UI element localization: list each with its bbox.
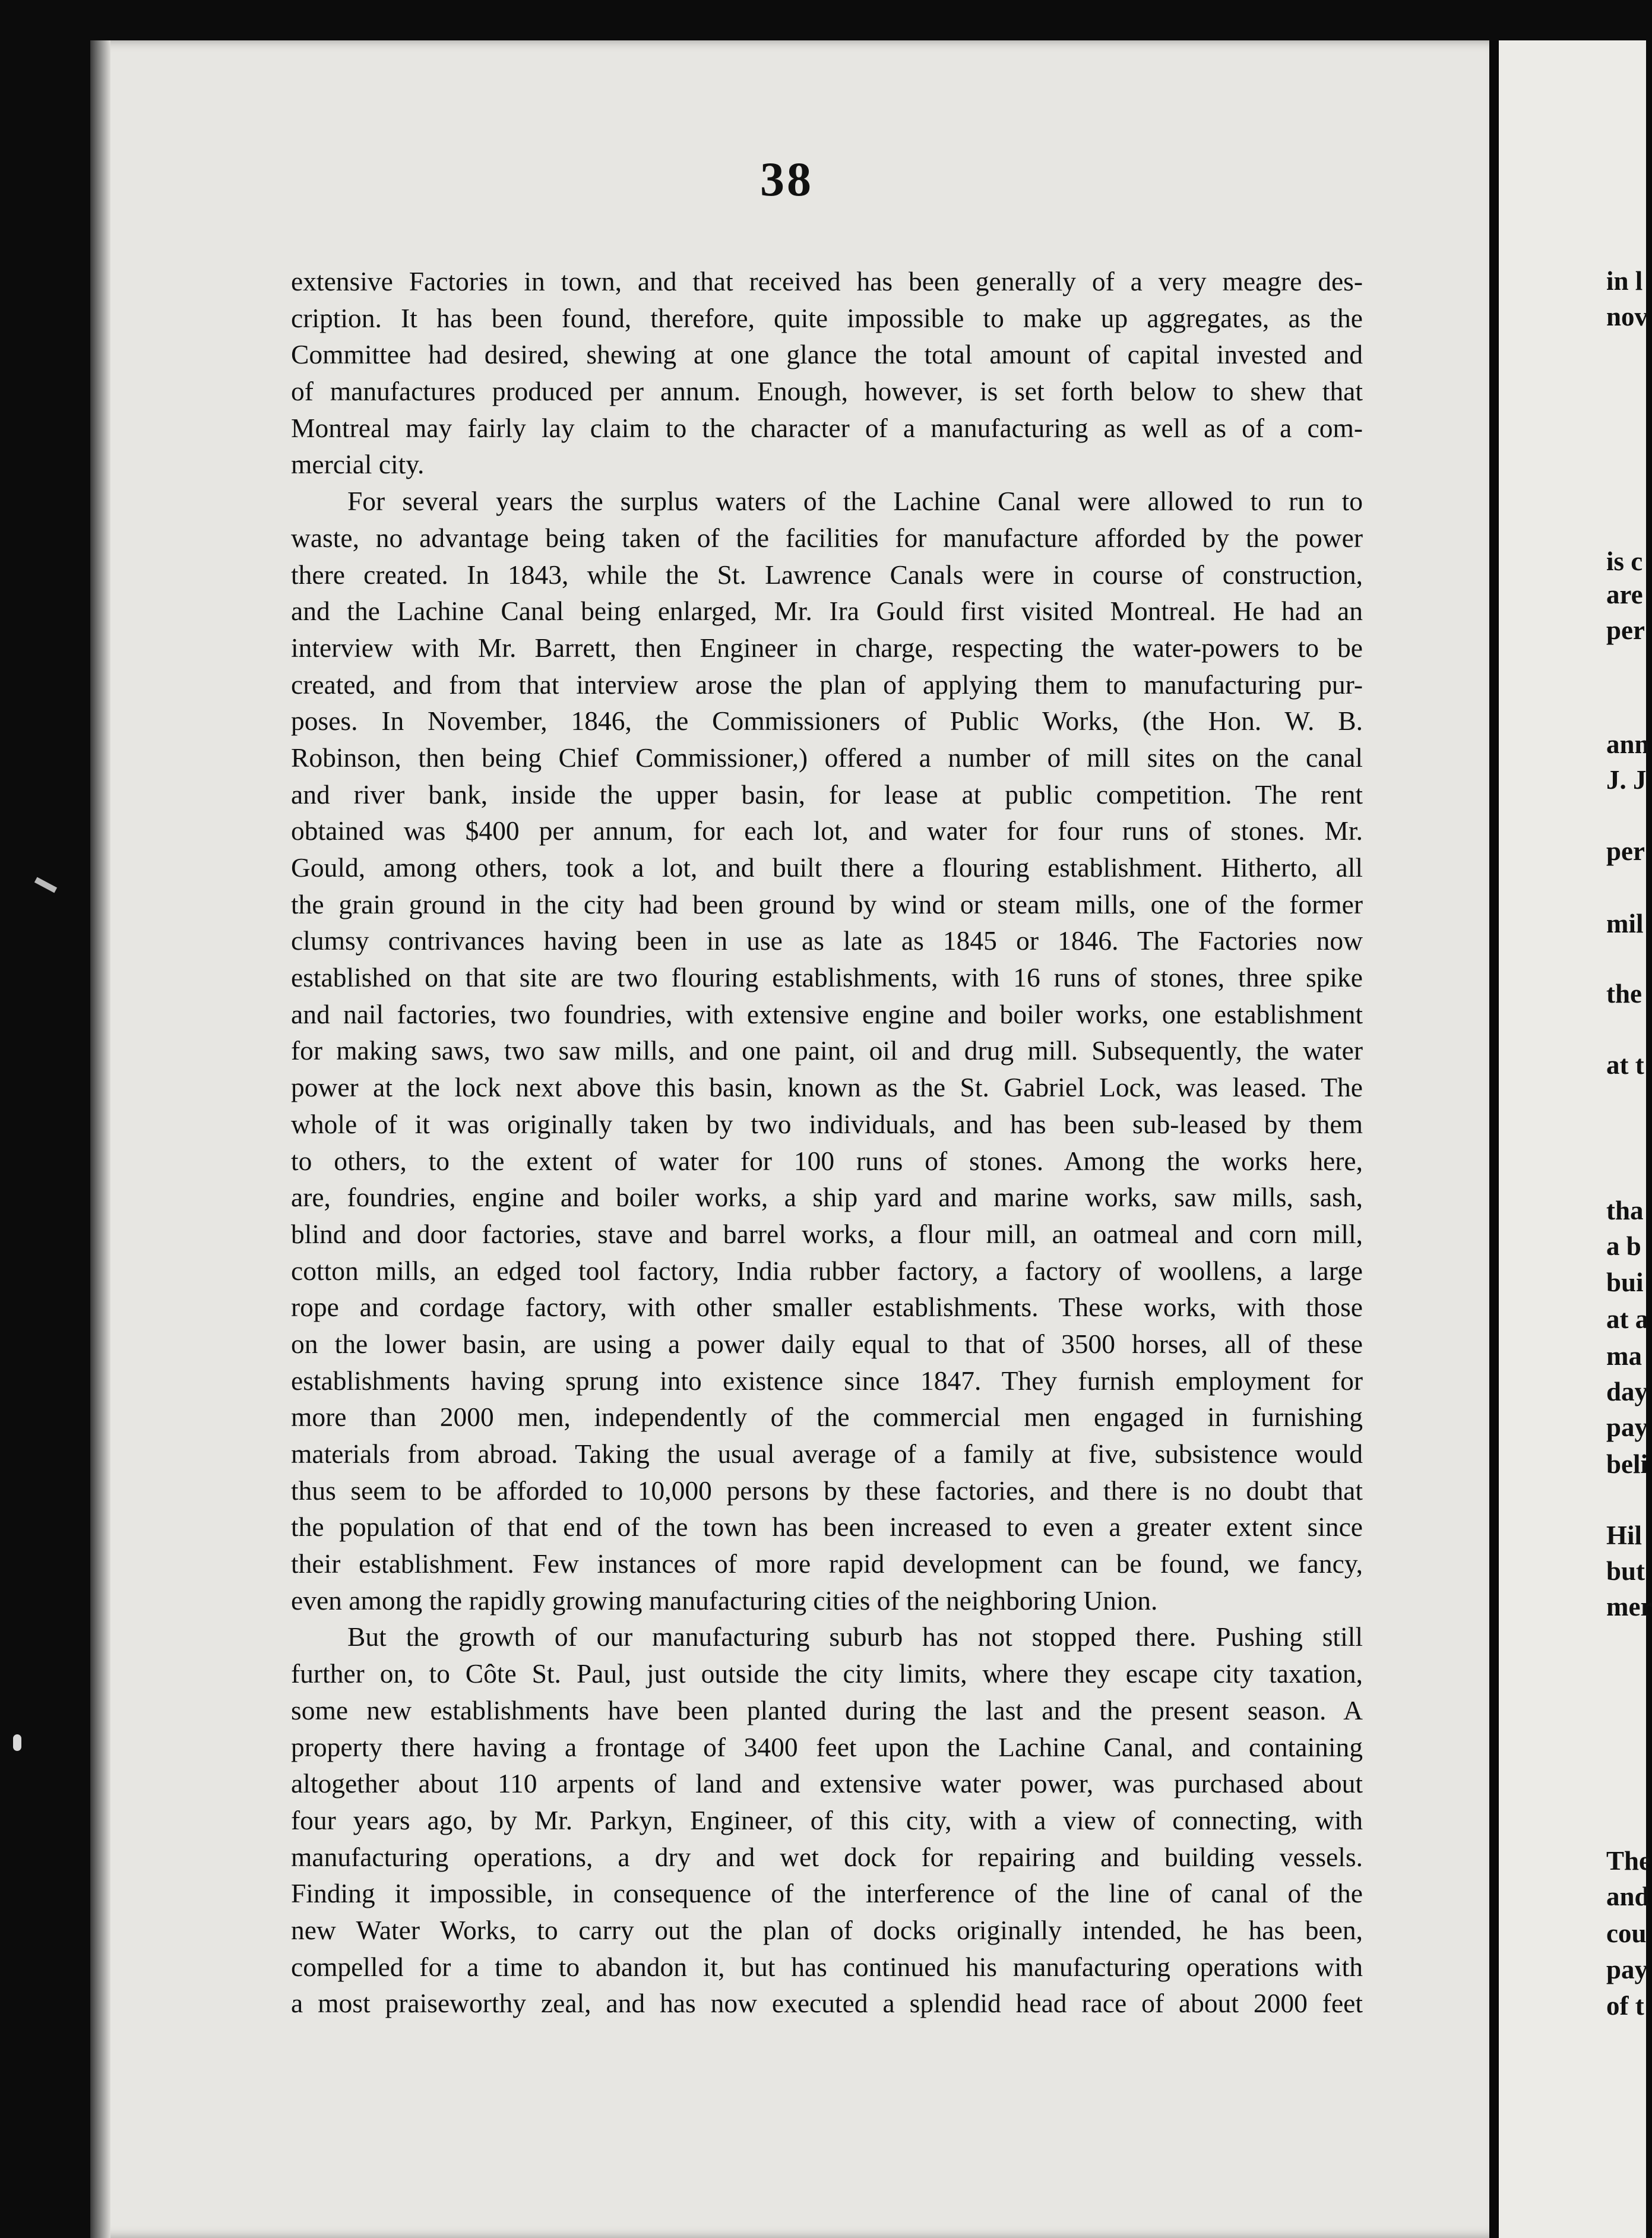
text-line: some new establishments have been planted during the last and the present season. A [291,1695,1363,1725]
text-line: poses. In November, 1846, the Commissioners of Public Works, (the Hon. W. B. [291,706,1363,736]
fragment: tha [1606,1196,1644,1225]
fragment: J. J [1606,765,1647,795]
text-line: more than 2000 men, independently of the commercial men engaged in furnishing [291,1402,1363,1433]
fragment: are [1606,580,1643,609]
fragment: ma [1606,1341,1642,1371]
text-line: Committee had desired, shewing at one glance the total amount of capital invested and [291,339,1363,370]
fragment: at t [1606,1050,1644,1080]
text-line: and river bank, inside the upper basin, for lease at public competition. The rent [291,779,1363,810]
text-line: obtained was $400 per annum, for each lot, and water for four runs of stones. Mr. [291,815,1363,846]
fragment: in l [1606,266,1643,296]
fragment: and [1606,1882,1650,1911]
text-line: further on, to Côte St. Paul, just outside the city limits, where they escape city taxation, [291,1658,1363,1689]
text-line: for making saws, two saw mills, and one paint, oil and drug mill. Subsequently, the water [291,1035,1363,1066]
text-line: rope and cordage factory, with other smaller establishments. These works, with those [291,1292,1363,1323]
text-line: of manufactures produced per annum. Enough, however, is set forth below to shew that [291,376,1363,407]
text-line: their establishment. Few instances of more rapid development can be found, we fancy, [291,1548,1363,1579]
text-line: power at the lock next above this basin, known as the St. Gabriel Lock, was leased. The [291,1072,1363,1103]
fragment: of t [1606,1991,1644,2021]
text-line: new Water Works, to carry out the plan of docks originally intended, he has been, [291,1914,1363,1945]
text-line: thus seem to be afforded to 10,000 persons by these factories, and there is no doubt that [291,1475,1363,1506]
text-line: the population of that end of the town has been increased to even a greater extent since [291,1512,1363,1542]
fragment: is c [1606,546,1643,576]
text-line: altogether about 110 arpents of land and extensive water power, was purchased about [291,1768,1363,1799]
text-line: Finding it impossible, in consequence of the interference of the line of canal of the [291,1878,1363,1909]
text-line: interview with Mr. Barrett, then Engineer in charge, respecting the water-powers to be [291,632,1363,663]
text-line: manufacturing operations, a dry and wet dock for repairing and building vessels. [291,1841,1363,1872]
fragment: at a [1606,1304,1649,1334]
text-line: But the growth of our manufacturing suburb has not stopped there. Pushing still [347,1621,1363,1652]
fragment: per [1606,836,1645,866]
fragment: ann [1606,729,1650,759]
fragment: pay [1606,1955,1648,1984]
text-line: Montreal may fairly lay claim to the character of a manufacturing as well as of a com- [291,412,1363,443]
text-line: created, and from that interview arose the plan of applying them to manufacturing pur- [291,669,1363,700]
text-line: there created. In 1843, while the St. Lawrence Canals were in course of construction, [291,559,1363,590]
text-line: cription. It has been found, therefore, quite impossible to make up aggregates, as the [291,302,1363,333]
body-text [291,263,1363,2022]
text-line: compelled for a time to abandon it, but has continued his manufacturing operations with [291,1951,1363,1982]
text-line: clumsy contrivances having been in use as late as 1845 or 1846. The Factories now [291,925,1363,956]
page-gutter [1489,40,1499,2238]
text-line: establishments having sprung into existence since 1847. They furnish employment for [291,1365,1363,1396]
text-line: cotton mills, an edged tool factory, India rubber factory, a factory of woollens, a large [291,1255,1363,1286]
text-line: materials from abroad. Taking the usual average of a family at five, subsistence would [291,1439,1363,1469]
fragment: beli [1606,1449,1648,1479]
binding-edge [90,40,110,2238]
fragment: Hil [1606,1521,1642,1550]
text-line: established on that site are two flouring establishments, with 16 runs of stones, three spike [291,962,1363,993]
fragment: day [1606,1377,1648,1406]
text-line: property there having a frontage of 3400 feet upon the Lachine Canal, and containing [291,1731,1363,1762]
text-line: on the lower basin, are using a power daily equal to that of 3500 horses, all of these [291,1328,1363,1359]
text-line: Robinson, then being Chief Commissioner,) offered a number of mill sites on the canal [291,742,1363,773]
text-line: the grain ground in the city had been ground by wind or steam mills, one of the former [291,889,1363,919]
text-line: even among the rapidly growing manufacturing cities of the neighboring Union. [291,1585,1158,1616]
fragment: The [1606,1846,1651,1876]
text-line: blind and door factories, stave and barrel works, a flour mill, an oatmeal and corn mill, [291,1218,1363,1249]
text-line: to others, to the extent of water for 100 runs of stones. Among the works here, [291,1145,1363,1176]
text-line: waste, no advantage being taken of the facilities for manufacture afforded by the power [291,522,1363,553]
text-line: are, foundries, engine and boiler works, a ship yard and marine works, saw mills, sash, [291,1182,1363,1213]
fragment: per [1606,615,1645,645]
text-line: and nail factories, two foundries, with extensive engine and boiler works, one establishment [291,998,1363,1029]
fragment: cou [1606,1918,1647,1948]
fragment: pay [1606,1412,1648,1442]
text-line: and the Lachine Canal being enlarged, Mr. Ira Gould first visited Montreal. He had an [291,596,1363,627]
fragment: mer [1606,1592,1652,1621]
text-line: mercial city. [291,449,425,480]
margin-mark [34,877,57,893]
text-line: extensive Factories in town, and that received has been generally of a very meagre des- [291,266,1363,296]
text-line: four years ago, by Mr. Parkyn, Engineer, of this city, with a view of connecting, with [291,1804,1363,1835]
fragment: a b [1606,1231,1641,1261]
text-line: For several years the surplus waters of the Lachine Canal were allowed to run to [347,486,1363,517]
margin-dot [13,1734,21,1751]
fragment: nov [1606,302,1648,331]
fragment: the [1606,979,1642,1009]
text-line: Gould, among others, took a lot, and built there a flouring establishment. Hitherto, all [291,852,1363,883]
fragment: bui [1606,1267,1644,1297]
text-line: a most praiseworthy zeal, and has now executed a splendid head race of about 2000 feet [291,1988,1363,2019]
text-line: whole of it was originally taken by two individuals, and has been sub-leased by them [291,1108,1363,1139]
page-number: 38 [760,152,814,206]
fragment: but [1606,1556,1645,1586]
fragment: mil [1606,909,1644,938]
